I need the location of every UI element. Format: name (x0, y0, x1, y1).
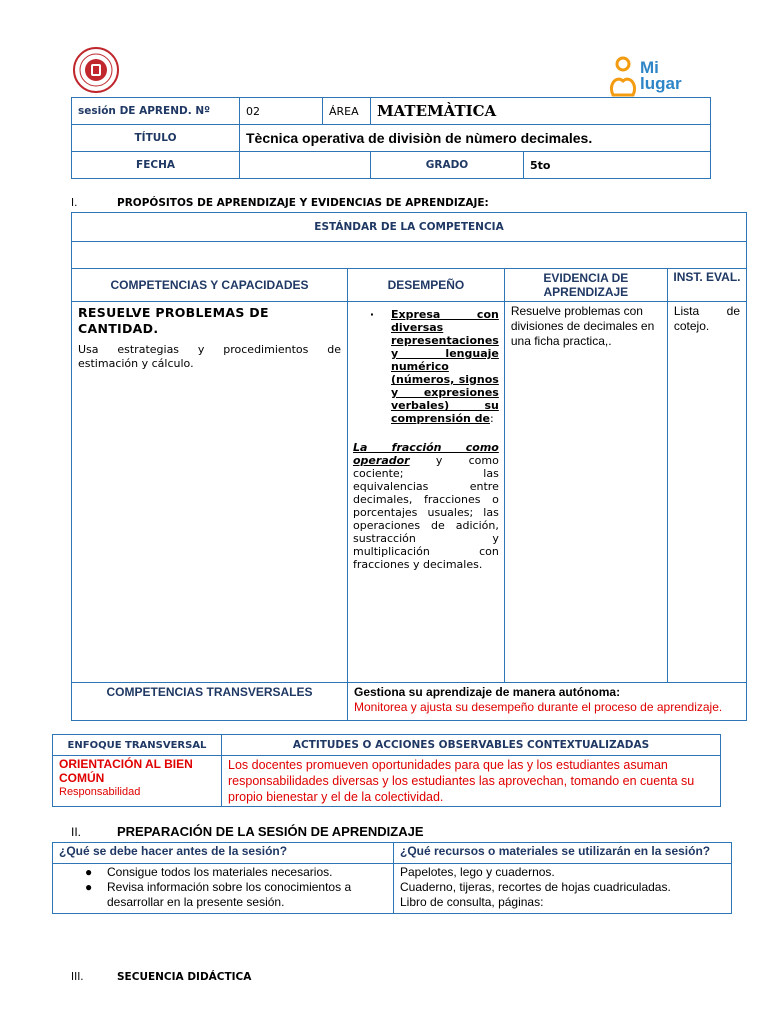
desempeno-cell (348, 302, 505, 683)
enfoque-col2: ACTITUDES O ACCIONES OBSERVABLES CONTEXTUALIZADAS (222, 735, 721, 756)
enfoque-actions: Los docentes promueven oportunidades para que las y los estudiantes asuman responsabilidades diversas y los estudiantes las aprovechan, tomando en cuenta su propio bienestar y el de la colectividad. (222, 756, 721, 807)
desempeno-2 (353, 441, 499, 571)
resource-item: Papelotes, lego y cuadernos. (400, 865, 555, 879)
mi-lugar-logo (608, 55, 708, 97)
prep-col-before: ¿Qué se debe hacer antes de la sesión? (53, 843, 394, 864)
section1-number: I. (71, 197, 78, 209)
desempeno-1-end: : (490, 412, 494, 425)
enfoque-orientation: ORIENTACIÓN AL BIEN COMÚN (59, 757, 193, 785)
enfoque-col1: ENFOQUE TRANSVERSAL (53, 735, 222, 756)
brand-line-2: lugar (640, 74, 682, 93)
desempeno-2-underlined: La fracción como operador (353, 441, 499, 467)
standard-label: ESTÁNDAR DE LA COMPETENCIA (72, 213, 747, 242)
prep-before-cell (53, 864, 394, 914)
col-desempeno: DESEMPEÑO (348, 269, 505, 302)
enfoque-left-cell (53, 756, 222, 807)
resource-item: Libro de consulta, páginas: (400, 895, 544, 909)
evidencia-cell: Resuelve problemas con divisiones de decimales en una ficha practica,. (504, 302, 667, 683)
col-inst: INST. EVAL. (667, 269, 746, 302)
transversal-detail: Monitorea y ajusta su desempeño durante el proceso de aprendizaje. (354, 700, 723, 714)
capacity-text: Usa estrategias y procedimientos de estimación y cálculo. (78, 343, 341, 370)
competency-title: RESUELVE PROBLEMAS DE CANTIDAD. (78, 305, 269, 336)
brand-line-1: Mi (640, 58, 659, 77)
preparation-table (52, 842, 732, 914)
competencies-table (71, 212, 747, 721)
grade-value: 5to (524, 152, 711, 179)
transversal-cell (348, 683, 747, 721)
title-label: TÍTULO (72, 125, 240, 152)
session-number: 02 (240, 98, 323, 125)
before-item (59, 865, 387, 880)
title-value: Tècnica operativa de divisiòn de nùmero decimales. (240, 125, 711, 152)
before-item (59, 880, 387, 910)
before-item-text: Revisa información sobre los conocimientos a desarrollar en la presente sesión. (107, 880, 352, 909)
prep-col-resources: ¿Qué recursos o materiales se utilizarán en la sesión? (394, 843, 732, 864)
section2-heading: PREPARACIÓN DE LA SESIÓN DE APRENDIZAJE (117, 824, 424, 839)
bullet-icon: ● (85, 865, 93, 879)
area-label: ÁREA (323, 98, 371, 125)
desempeno-1 (353, 308, 499, 425)
date-label: FECHA (72, 152, 240, 179)
section3-number: III. (71, 971, 84, 983)
desempeno-1-text: Expresa con diversas representaciones y lenguaje numérico (números, signos y expresiones verbales) su comprensión de (391, 308, 499, 425)
session-label: sesión DE APREND. Nº (72, 98, 240, 125)
section2-number: II. (71, 825, 82, 839)
instrumento-cell: Lista de cotejo. (667, 302, 746, 683)
standard-value (72, 242, 747, 269)
area-value: MATEMÀTICA (371, 98, 711, 125)
date-value (240, 152, 371, 179)
session-header-table (71, 97, 711, 179)
enfoque-value: Responsabilidad (59, 786, 141, 798)
bullet-icon: ● (85, 880, 93, 894)
before-item-text: Consigue todos los materiales necesarios. (107, 865, 333, 879)
transversal-label: COMPETENCIAS TRANSVERSALES (72, 683, 348, 721)
competency-cell (72, 302, 348, 683)
transversal-title: Gestiona su aprendizaje de manera autónoma: (354, 685, 621, 699)
desempeno-bullet: · (369, 308, 375, 321)
section1-heading: PROPÓSITOS DE APRENDIZAJE Y EVIDENCIAS DE APRENDIZAJE: (117, 197, 489, 209)
desempeno-2-rest: y como cociente; las equivalencias entre decimales, fracciones o porcentajes usuales; las operaciones de adición, sustracción y multiplicación con fracciones y decimales. (353, 454, 499, 571)
resource-item: Cuaderno, tijeras, recortes de hojas cuadriculadas. (400, 880, 671, 894)
section3-heading: SECUENCIA DIDÁCTICA (117, 971, 252, 983)
grade-label: GRADO (371, 152, 524, 179)
school-seal-logo (72, 46, 120, 94)
col-competencias: COMPETENCIAS Y CAPACIDADES (72, 269, 348, 302)
col-evidencia: EVIDENCIA DE APRENDIZAJE (504, 269, 667, 302)
enfoque-table (52, 734, 721, 807)
prep-resources-cell (394, 864, 732, 914)
